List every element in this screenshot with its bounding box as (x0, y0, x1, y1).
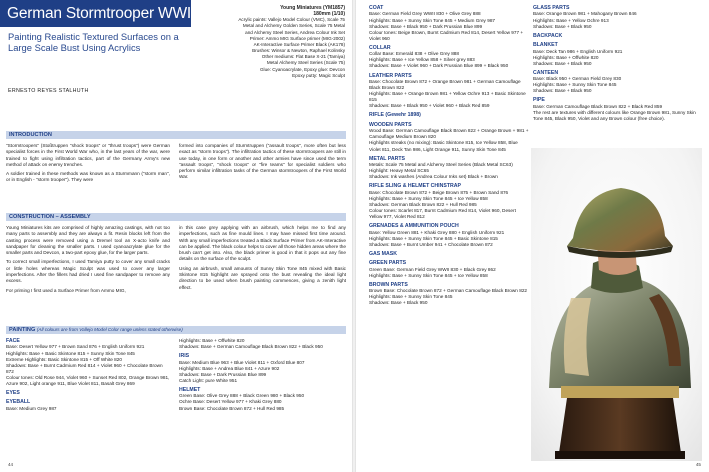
stormtrooper-bust-photo (531, 148, 702, 461)
recipe-heading: GRENADES & AMMUNITION POUCH (369, 223, 459, 230)
recipe-line: Highlights: Base + Sunny Skin Tone 845 (369, 294, 453, 300)
recipe-heading: METAL PARTS (369, 155, 406, 162)
recipe-line: Highlights: Base + Offwhite 820 (179, 338, 245, 343)
recipe-line: Base: Chocolate Brown 872 + Orange Brown 981 + German Camouflage Black Brown 822 (369, 78, 521, 91)
recipe-line: Shadows: Base + German Camouflage Black Brown 822 + Black 950 (179, 344, 323, 350)
recipe-line: Base: Desert Yellow 977 + Brown Sand 876 + English Uniform 921 (6, 344, 145, 350)
recipe-line: Highlight: Heavy Metal SC65 (369, 168, 429, 174)
recipe-line: Shadows: Base + Black 950 + Dark Prussian Blue 899 (369, 23, 483, 29)
credit-line: 180mm (1/10) (313, 11, 345, 18)
recipe-heading: GLASS PARTS (533, 5, 570, 11)
recipe-heading: EYEBALL (6, 399, 31, 406)
recipe-line: Shadows: Base + Black 950 + Violet 960 + Black Red 859 (369, 103, 490, 109)
painting-column-2 (179, 338, 346, 460)
recipe-heading: GAS MASK (369, 250, 397, 257)
right-page (356, 0, 709, 472)
recipe-line: Shadows: Base + Black 950 (369, 300, 428, 306)
paint-recipes-column-2 (533, 5, 700, 145)
recipe-heading: IRIS (179, 353, 190, 360)
recipe-heading: COAT (369, 5, 384, 11)
recipe-line: Base: Medium Grey 987 (6, 405, 57, 411)
recipe-line: Catch Light: pure White 951 (179, 377, 238, 383)
recipe-heading: PIPE (533, 97, 545, 104)
credit-line: Epoxy putty: Magic Sculpt (292, 72, 345, 78)
recipe-line: Shadows: Base + Black 950 (533, 60, 592, 66)
section-construction: CONSTRUCTION – ASSEMBLY (6, 213, 346, 221)
recipe-line: Highlights: Base + Sunny Skin Tone 845 + Medium Grey 987 (369, 17, 496, 23)
recipe-line: Highlights: Base + Yellow Ochre 913 (533, 17, 609, 23)
recipe-heading: WOODEN PARTS (369, 121, 412, 128)
recipe-heading: BROWN PARTS (369, 281, 408, 288)
recipe-heading: GREEN PARTS (369, 260, 407, 267)
recipe-line: Wood Base: German Camouflage Black Brown 822 + Orange Brown + 981 + Camouflage Medium Brown 820 (369, 128, 529, 140)
recipe-line: Metals: Scale 75 Metal and Alchemy Steel Series (Black Metal SC63) (369, 162, 513, 168)
recipe-heading: RIFLE SLING & HELMET CHINSTRAP (369, 183, 461, 190)
paragraph: Using an airbrush, small amounts of Sunny Skin Tone 845 mixed with Basic Skintone 815 highlight are sprayed onto the bust revealing the ideal light direction to be used when brush painting commences, giving a zenith light effect. (179, 265, 346, 290)
section-introduction: INTRODUCTION (6, 131, 346, 139)
page-number-left: 44 (8, 462, 14, 467)
recipe-line: Brown Base: Chocolate Brown 872 + German Camouflage Black Brown 822 (369, 288, 528, 294)
recipe-line: Highlights: Base + Basic Skintone 815 + Sunny Skin Tone 845 (6, 350, 135, 356)
credit-line: Primer: Ammo MIG Surface primer (MIG-2002) (249, 35, 345, 41)
author-name: ERNESTO REYES STALHUTH (8, 88, 89, 94)
recipe-line: Base: Orange Brown 981 + Mahogany Brown 846 (533, 11, 637, 17)
recipe-line: Base: Yellow Green 881 + Khaki Grey 880 + English Uniform 921 (369, 229, 505, 235)
recipe-line: Highlights: Base + Sunny Skin Tone 845 + Ice Yellow 858 (369, 272, 488, 278)
section-painting: PAINTING (All colours are from Vallejo Model Color range unless stated otherwise) (6, 326, 346, 334)
recipe-line: Colour tones: Beige Brown, Burnt Cadmium Red 814, Desert Yellow 977 + Violet 960 (369, 29, 524, 41)
recipe-line: Shadows: Base + Burnt Umber 941 + Chocolate Brown 872 (369, 241, 493, 247)
painting-column-1 (6, 338, 170, 460)
credit-line: Glue: Cyanoacrylate, Epoxy glue: Devcon (259, 66, 345, 72)
recipe-heading: BACKPACK (533, 32, 563, 39)
recipe-line: Highlights streaks (no mixing): Basic Skintone 815, Ice Yellow 858, Blue Violet 811, Deck Tan 986, Light Orange 911, Sunny Skin Tone 845 (369, 140, 518, 152)
paragraph: To correct small imperfections, I used Tamiya putty to cover any small cracks or little holes whereas Magic Sculpt was used to cover any larger imperfections. After the fillers had dried I used fine sandpaper to remove any excess. (6, 259, 170, 284)
recipe-line: Highlights: Base + Sunny Skin Tone 845 + Basic Skintone 815 (369, 235, 498, 241)
construction-column-1 (6, 225, 170, 325)
recipe-heading: CANTEEN (533, 69, 559, 76)
recipe-line: Base: Chocolate Brown 872 + Beige Brown 875 + Brown Sand 876 (369, 189, 509, 195)
paragraph: formed into companies of Sturmtruppen ("assault troops", more often but less exact as "storm troops"). The infiltration tactics of these stormtroopers are still in use today, in one form or another and other armies have since used the term "assault troops", "shock troops" or "fire teams" for specialist soldiers who perform similar infiltration tasks of the German stormtroopers of the First World War. (179, 143, 346, 180)
recipe-line: Shadows: Base + Burnt Cadmium Red 814 + Violet 960 + Chocolate Brown 872 (6, 362, 163, 374)
recipe-line: Highlights: Base + Orange Brown 981 + Yellow Ochre 913 + Basic Skintone 815 (369, 91, 526, 103)
left-page (0, 0, 352, 472)
paragraph: in this case grey applying with an airbrush, which helps me to find any imperfections, such as fine mould lines. I may have missed first time around. With any small imperfections treated a Black Surface Primer from AK-Interactive can be applied. The black colour helps to cover all those hidden areas where the brush can't get into. Also, the black primer is good in that it pops out any fine details on the surface of the sculpt. (179, 225, 346, 262)
recipe-heading: RIFLE (Gewehr 1898) (369, 112, 421, 119)
recipe-line: Green Base: Olive Grey 888 + Black Green 980 + Black 950 (179, 393, 305, 399)
recipe-line: Highlights: Base + Offwhite 820 (533, 54, 599, 60)
recipe-heading: BLANKET (533, 42, 558, 49)
recipe-line: Base: German Camouflage Black Brown 822 + Black Red 859 (533, 103, 663, 109)
recipe-line: Shadows: German Black Brown 822 + Hull Red 985 (369, 201, 477, 207)
recipe-line: Ochre Base: Desert Yellow 977 + Khaki Grey 880 (179, 399, 282, 405)
recipe-heading: HELMET (179, 386, 201, 393)
recipe-line: Base: German Field Grey WWII 830 + Olive Grey 888 (369, 11, 481, 17)
credit-line: Brushes: Winsor & Newton, Raphael Kolinsky (252, 48, 345, 54)
recipe-heading: EYES (6, 390, 20, 397)
recipe-heading: COLLAR (369, 44, 391, 51)
recipe-line: Colour tones: Scarlet 817, Burnt Cadmium Red 814, Violet 960, Desert Yellow 977, Violet Red 812 (369, 208, 516, 220)
recipe-line: Base: Deck Tan 986 + English Uniform 921 (533, 48, 623, 54)
article-title: German Stormtrooper WWI (0, 0, 191, 27)
recipe-line: Shadows: Ink washes (Andrea Colour Inks set) Black + Brown (369, 174, 498, 180)
paragraph: Young Miniatures kits are comprised of highly amazing castings, with not too many parts to assembly and they are always a fit. Resin blocks left from the casting process were removed using a Dremel tool an X-acto knife and sandpaper for cleaning the smaller parts. I used cyanoacrylate glue for the smaller parts and Devcon, a two-part epoxy glue, for the larger parts. (6, 225, 170, 256)
recipe-line: Shadows: Base + Black 950 (533, 88, 592, 94)
recipe-line: Base: Black 950 + German Field Grey 830 (533, 76, 622, 82)
credit-line: Metal and Alchemy Golden Series, Scale 75 Metal (242, 23, 345, 29)
recipe-line: Collar Base: Emerald 838 + Olive Grey 888 (369, 51, 460, 57)
credit-line: Acrylic paints: Vallejo Model Colour (VMC), Scale 75 (238, 17, 345, 23)
page-number-right: 45 (695, 462, 701, 467)
paragraph: "Stormtroopers" (Stoßtruppen "shock troops" or "thrust troops") were German specialist forces in the First World War who, in the last years of the war, were trained to fight using infiltration tactics, part of the Germany Army's new method of attack on enemy trenches. (6, 143, 170, 167)
recipe-line: Highlights: Base + Ice Yellow 858 + Silver grey 883 (369, 57, 475, 63)
intro-column-2 (179, 143, 346, 211)
recipe-line: Green Base: German Field Grey WWII 830 + Black Grey 862 (369, 266, 496, 272)
article-subtitle: Painting Realistic Textured Surfaces on a Large Scale Bust Using Acrylics (8, 31, 179, 53)
recipe-line: Highlights: Base + Sunny Skin Tone 845 (533, 82, 617, 88)
recipe-line: Colour tones: Old Rose 944, Violet 960 + Sunset Red 802, Orange Brown 981, Azure 902, Light orange 911, Blue Violet 811, Basalt Grey 869 (6, 374, 170, 386)
credit-line: AK-Interactive Surface Primer Black (AK178) (253, 41, 345, 47)
recipe-line: Highlights: Base + Andrea Blue 841 + Azure 902 (179, 365, 280, 371)
recipe-line: Extreme Highlights: Basic Skintone 815 + Off White 820 (6, 356, 122, 362)
kit-credits (189, 5, 345, 79)
recipe-line: The rest are textures with different colours like Orange Brown 981, Sunny Skin Tone 845, Black 950, Violet and any Brown colour (free choice). (533, 109, 696, 122)
recipe-heading: FACE (6, 338, 20, 344)
credit-line: Other mediums: Flat Base X-21 (Tamiya) (261, 54, 345, 60)
recipe-heading: LEATHER PARTS (369, 72, 412, 79)
credit-line: Metal Alchemy Steel Series (Scale 75) (266, 60, 345, 66)
recipe-line: Base: Medium Blue 963 + Blue Violet 811 + Oxford Blue 807 (179, 359, 305, 365)
intro-column-1 (6, 143, 170, 211)
recipe-line: Highlights: Base + Sunny Skin Tone 845 + Ice Yellow 858 (369, 195, 488, 201)
construction-column-2 (179, 225, 346, 325)
credit-line: Young Miniatures (YM1857) (280, 5, 345, 11)
paint-recipes-column-1 (369, 5, 529, 460)
paragraph: For priming I first used a Surface Primer from Ammo MIG, (6, 287, 126, 293)
recipe-line: Shadows: Base + Violet 960 + Dark Prussian Blue 899 + Black 950 (369, 63, 509, 69)
credit-line: and Alchemy Steel Series, Andrea Colour Ink Set (245, 29, 345, 35)
recipe-line: Shadows: Base + Dark Prussian Blue 899 (179, 371, 267, 377)
recipe-line: Brown Base: Chocolate Brown 872 + Hull Red 985 (179, 405, 285, 411)
recipe-line: Shadows: Base + Black 950 (533, 23, 592, 29)
paragraph: A soldier trained in these methods was known as a Sturmmann ("storm man", or in English - "storm trooper"). They were (6, 171, 170, 183)
